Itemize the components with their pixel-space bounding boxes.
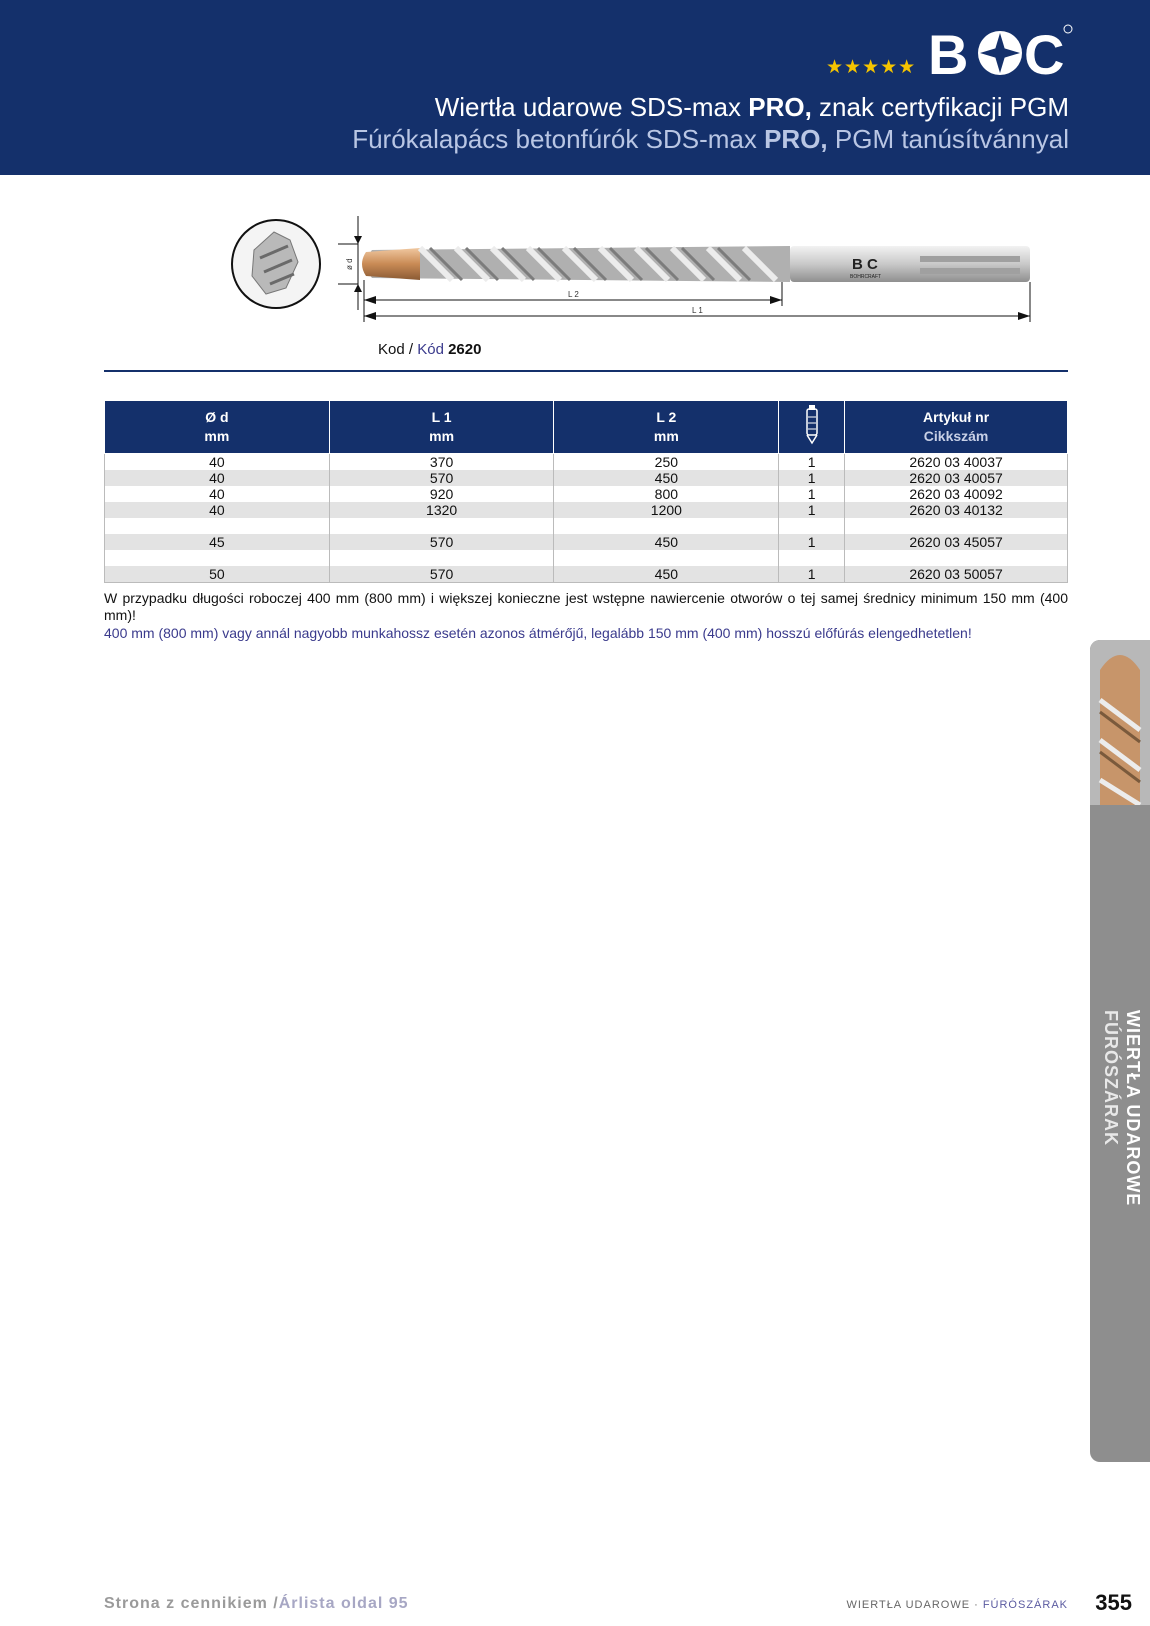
cell-diameter: 50 [105, 566, 330, 583]
cell-diameter: 40 [105, 454, 330, 471]
shank-logo: B C [852, 256, 878, 273]
cell-qty: 1 [779, 534, 845, 550]
spec-table [104, 400, 1068, 583]
cell-article: 2620 03 40057 [845, 470, 1068, 486]
cell-l2: 450 [554, 470, 779, 486]
product-code: Kod / Kód 2620 [378, 341, 482, 358]
table-row-spacer [105, 550, 1068, 566]
table-row [105, 502, 1068, 518]
cell-l2: 800 [554, 486, 779, 502]
header-l2: L 2 mm [554, 401, 779, 454]
note-polish: W przypadku długości roboczej 400 mm (800 mm) i większej konieczne jest wstępne nawiercenie otworów o tej samej średnicy minimum 150 mm (400 mm)! [104, 590, 1068, 623]
shank-sub: BOHRCRAFT [850, 274, 882, 280]
header-diameter: Ø d mm [105, 401, 330, 454]
cell-article: 2620 03 50057 [845, 566, 1068, 583]
page-number: 355 [1095, 1590, 1132, 1615]
cell-article: 2620 03 40037 [845, 454, 1068, 471]
title-polish: Wiertła udarowe SDS-max PRO, znak certyfikacji PGM [434, 92, 1069, 122]
cell-l2: 450 [554, 534, 779, 550]
dimension-d [338, 216, 362, 310]
dim-l2-label: L 2 [568, 290, 579, 299]
cell-l1: 570 [329, 470, 554, 486]
header-l1: L 1 mm [329, 401, 554, 454]
table-row [105, 534, 1068, 550]
header-article: Artykuł nr Cikkszám [845, 401, 1068, 454]
cell-l2: 250 [554, 454, 779, 471]
cell-article: 2620 03 45057 [845, 534, 1068, 550]
table-row [105, 566, 1068, 583]
side-label-pl: WIERTŁA UDAROWE [1123, 1010, 1143, 1207]
cell-article: 2620 03 40092 [845, 486, 1068, 502]
title-hungarian: Fúrókalapács betonfúrók SDS-max PRO, PGM tanúsítvánnyal [352, 124, 1069, 154]
cell-qty: 1 [779, 486, 845, 502]
boc-logo [928, 24, 1073, 80]
dim-l1-label: L 1 [692, 306, 703, 315]
drill-tip-image [1090, 640, 1150, 805]
cell-diameter: 45 [105, 534, 330, 550]
cell-l1: 1320 [329, 502, 554, 518]
cell-l1: 920 [329, 486, 554, 502]
cell-qty: 1 [779, 470, 845, 486]
cell-qty: 1 [779, 566, 845, 583]
note-hungarian: 400 mm (800 mm) vagy annál nagyobb munkahossz esetén azonos átmérőjű, legalább 150 mm (400 mm) hosszú előfúrás elengedhetetlen! [104, 625, 972, 641]
cell-qty: 1 [779, 502, 845, 518]
cell-l1: 370 [329, 454, 554, 471]
table-row-spacer [105, 518, 1068, 534]
cell-l2: 450 [554, 566, 779, 583]
header-package [779, 401, 845, 454]
dim-d-label: ø d [345, 258, 354, 270]
drill-bit [362, 246, 1030, 282]
header-banner [0, 0, 1150, 175]
svg-text:C: C [1024, 24, 1065, 80]
divider [104, 370, 1068, 372]
side-tab-label [1096, 1010, 1150, 1260]
package-icon [803, 405, 821, 445]
rating-stars: ★★★★★ [826, 57, 917, 78]
table-row [105, 454, 1068, 471]
table-row [105, 486, 1068, 502]
cell-qty: 1 [779, 454, 845, 471]
footer-section-name: WIERTŁA UDAROWE · FÚRÓSZÁRAK [846, 1599, 1068, 1611]
cell-diameter: 40 [105, 470, 330, 486]
cell-diameter: 40 [105, 502, 330, 518]
cell-l1: 570 [329, 566, 554, 583]
svg-text:B: B [928, 24, 969, 80]
cell-l1: 570 [329, 534, 554, 550]
dimension-lines [364, 280, 1030, 322]
cell-l2: 1200 [554, 502, 779, 518]
drill-bit-figure [230, 210, 1080, 340]
cell-diameter: 40 [105, 486, 330, 502]
tip-detail-circle [232, 220, 320, 308]
cell-article: 2620 03 40132 [845, 502, 1068, 518]
table-row [105, 470, 1068, 486]
footer-price-list-ref: Strona z cennikiem /Árlista oldal 95 [104, 1595, 409, 1612]
side-label-hu: FÚRÓSZÁRAK [1101, 1010, 1121, 1146]
